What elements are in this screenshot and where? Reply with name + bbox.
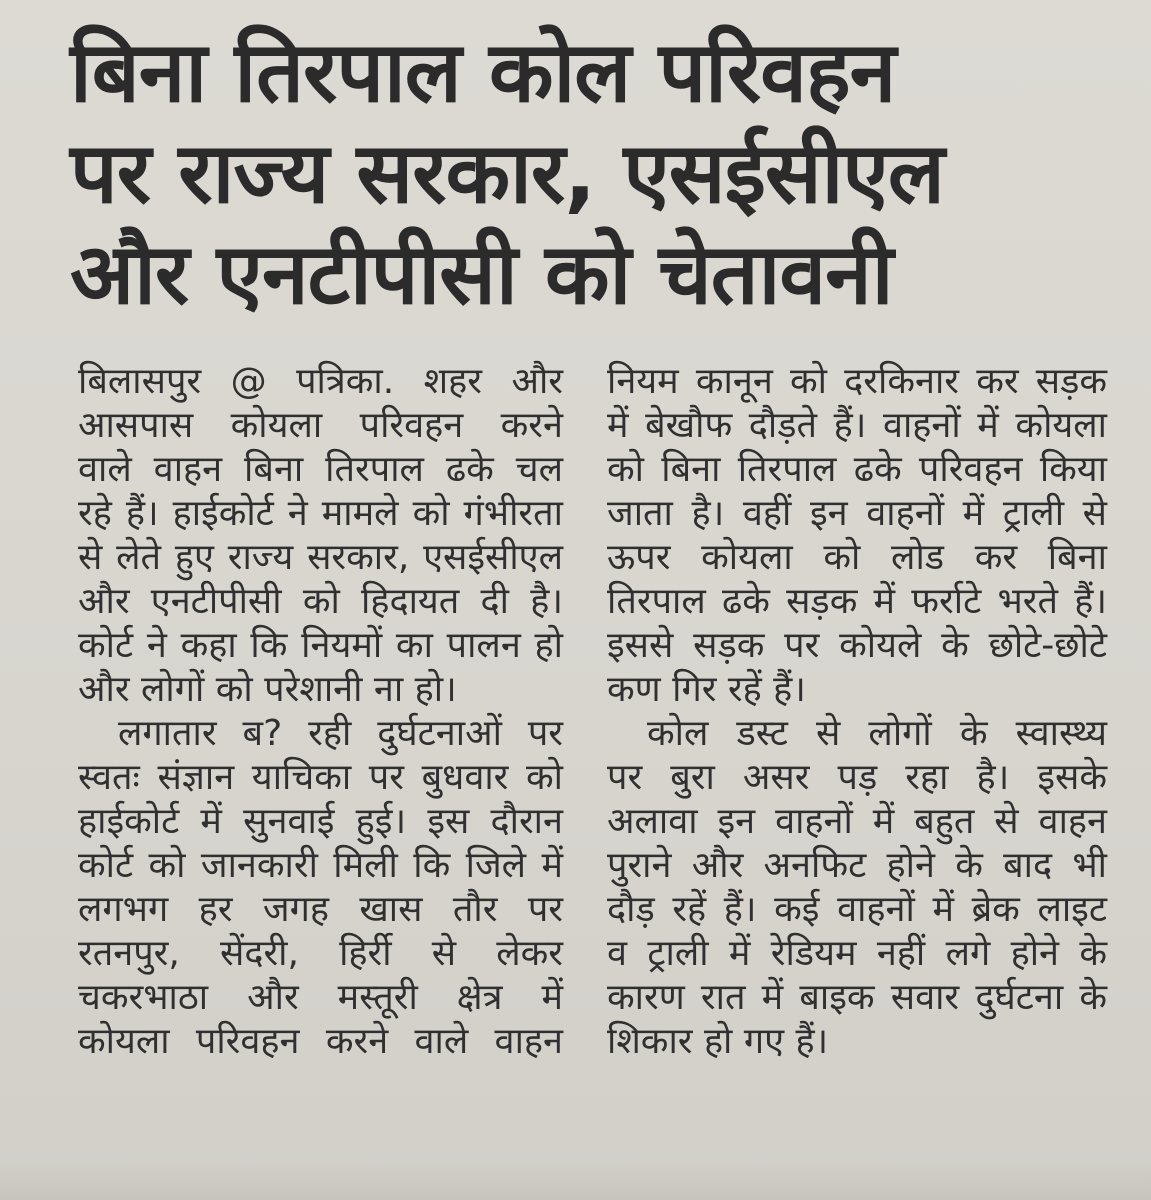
- body-line: और लोगों को परेशानी ना हो।: [78, 669, 457, 710]
- body-line: और एनटीपीसी को हिदायत दी है।: [78, 581, 563, 622]
- body-line: पर बुरा असर पड़ रहा है। इसके: [607, 757, 1107, 798]
- body-line: वाले वाहन बिना तिरपाल ढके चल: [78, 449, 563, 490]
- body-line: बिलासपुर @ पत्रिका. शहर और: [78, 361, 563, 402]
- body-line: में बेखौफ दौड़ते हैं। वाहनों में कोयला: [607, 405, 1107, 446]
- body-line: कण गिर रहें हैं।: [607, 669, 806, 710]
- body-line: आसपास कोयला परिवहन करने: [78, 405, 563, 446]
- body-line: नियम कानून को दरकिनार कर सड़क: [607, 361, 1107, 402]
- body-line: व ट्राली में रेडियम नहीं लगे होने के: [607, 933, 1107, 974]
- body-line: शिकार हो गए हैं।: [607, 1021, 829, 1062]
- headline-line: पर राज्य सरकार, एसईसीएल: [70, 124, 944, 222]
- body-line: इससे सड़क पर कोयले के छोटे-छोटे: [607, 625, 1107, 666]
- column-divider: [583, 360, 584, 1160]
- page-fold-shadow: [0, 1160, 1151, 1200]
- body-line-indent: लगातार ब? रही दुर्घटनाओं पर: [118, 713, 563, 754]
- body-line: को बिना तिरपाल ढके परिवहन किया: [607, 449, 1107, 490]
- body-line: स्वतः संज्ञान याचिका पर बुधवार को: [78, 757, 563, 798]
- body-line: चकरभाठा और मस्तूरी क्षेत्र में: [78, 977, 563, 1018]
- body-line: तिरपाल ढके सड़क में फर्राटे भरते हैं।: [607, 581, 1107, 622]
- body-line: ऊपर कोयला को लोड कर बिना: [607, 537, 1107, 578]
- body-line: लगभग हर जगह खास तौर पर: [78, 889, 563, 930]
- body-line: कारण रात में बाइक सवार दुर्घटना के: [607, 977, 1107, 1018]
- body-line: कोयला परिवहन करने वाले वाहन: [78, 1021, 563, 1062]
- headline: [70, 22, 1070, 325]
- body-line: अलावा इन वाहनों में बहुत से वाहन: [607, 801, 1107, 842]
- headline-line: बिना तिरपाल कोल परिवहन: [70, 23, 896, 121]
- adjacent-column-left-edge: [0, 0, 22, 1200]
- body-line-indent: कोल डस्ट से लोगों के स्वास्थ्य: [647, 713, 1107, 754]
- body-line: रतनपुर, सेंदरी, हिर्री से लेकर: [78, 933, 563, 974]
- body-line: हाईकोर्ट में सुनवाई हुई। इस दौरान: [78, 801, 563, 842]
- article-column-left: [78, 360, 563, 1064]
- body-line: से लेते हुए राज्य सरकार, एसईसीएल: [78, 537, 563, 578]
- body-line: दौड़ रहें हैं। कई वाहनों में ब्रेक लाइट: [607, 889, 1107, 930]
- adjacent-column-right-edge: [1129, 0, 1151, 1200]
- body-line: पुराने और अनफिट होने के बाद भी: [607, 845, 1107, 886]
- body-line: कोर्ट ने कहा कि नियमों का पालन हो: [78, 625, 563, 666]
- body-line: रहे हैं। हाईकोर्ट ने मामले को गंभीरता: [78, 493, 563, 534]
- body-line: जाता है। वहीं इन वाहनों में ट्राली से: [607, 493, 1107, 534]
- headline-line: और एनटीपीसी को चेतावनी: [70, 225, 893, 323]
- body-line: कोर्ट को जानकारी मिली कि जिले में: [78, 845, 563, 886]
- article-column-right: [607, 360, 1107, 1064]
